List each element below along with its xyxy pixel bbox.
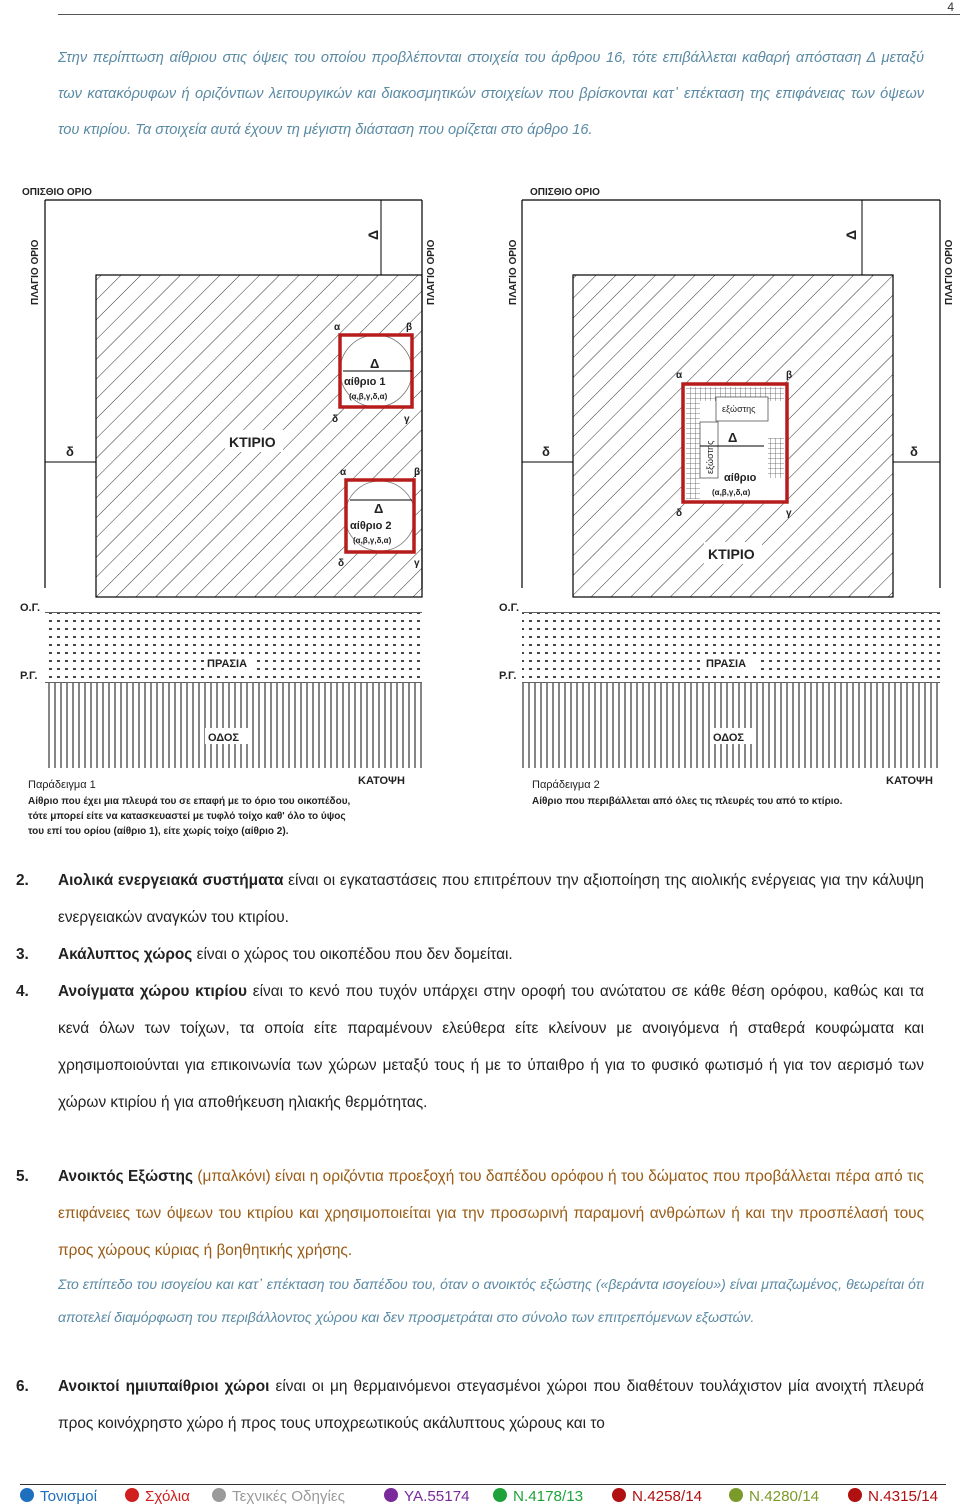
footer-link-comments[interactable]: Σχόλια [125, 1488, 190, 1505]
svg-text:ΟΔΟΣ: ΟΔΟΣ [208, 732, 240, 744]
definition-item-4: 4. Ανοίγματα χώρου κτιρίου είναι το κενό που τυχόν υπάρχει στην οροφή του ανώτατου σε κάθε θέση ορόφου, καθώς και τα κενά όλων των τοίχων, τα οποία είτε παραμένουν ελεύθερα είτε κλείνουν με ανοιγόμενα ή σταθερά κουφώματα και χρησιμοποιούνται για επικοινωνία των χώρων μεταξύ τους ή με το ύπαιθρο ή για το φυσικό φωτισμό ή για τον αερισμό των χώρων κτιρίου ή για αποθήκευση ηλιακής θερμότητας. [16, 983, 924, 1111]
circle-icon [212, 1488, 226, 1502]
svg-text:Ο.Γ.: Ο.Γ. [499, 602, 520, 614]
svg-text:ΠΡΑΣΙΑ: ΠΡΑΣΙΑ [706, 658, 747, 670]
svg-text:δ: δ [338, 558, 345, 569]
svg-text:Ρ.Γ.: Ρ.Γ. [499, 670, 517, 682]
svg-text:ΠΛΑΓΙΟ ΟΡΙΟ: ΠΛΑΓΙΟ ΟΡΙΟ [944, 239, 955, 305]
svg-text:Αίθριο που περιβάλλεται από όλ: Αίθριο που περιβάλλεται από όλες τις πλευρές του από το κτίριο. [532, 796, 843, 807]
footer-link-ya55174[interactable]: ΥΑ.55174 [384, 1488, 470, 1505]
building-label: ΚΤΙΡΙΟ [229, 434, 276, 450]
svg-text:Αίθριο που έχει μια πλευρά του: Αίθριο που έχει μια πλευρά του σε επαφή με το όριο του οικοπέδου, [28, 796, 351, 807]
intro-paragraph: Στην περίπτωση αίθριου στις όψεις του οποίου προβλέπονται στοιχεία του άρθρου 16, τότε επιβάλλεται καθαρή απόσταση Δ μεταξύ των κατακόρυφων ή οριζόντιων λειτουργικών και διακοσμητικών στοιχείων που βρίσκονται κατ᾽ επέκταση της επιφάνειας των όψεων του κτιρίου. Τα στοιχεία αυτά έχουν τη μέγιστη διάσταση που ορίζεται στο άρθρο 16. [58, 50, 924, 138]
footer-link-n4178[interactable]: Ν.4178/13 [493, 1488, 583, 1505]
footer-link-technical-guidelines[interactable]: Τεχνικές Οδηγίες [212, 1488, 345, 1505]
circle-icon [125, 1488, 139, 1502]
svg-text:αίθριο: αίθριο [724, 472, 757, 484]
definition-item-5: 5. Ανοικτός Εξώστης (μπαλκόνι) είναι η οριζόντια προεξοχή του δαπέδου ορόφου ή του δώματος που προβάλλεται πέρα από τις επιφάνειες των όψεων του κτιρίου και χρησιμοποιείται για την προσωρινή παραμονή ανθρώπων ή και την προσπέλασή τους προς χώρους κύριας ή βοηθητικής χρήσης. [16, 1168, 924, 1259]
definition-item-6: 6. Ανοικτοί ημιυπαίθριοι χώροι είναι οι μη θερμαινόμενοι στεγασμένοι χώροι που διαθέτουν τουλάχιστον μία ανοιχτή πλευρά προς κοινόχρηστο χώρο ή προς τους υποχρεωτικούς ακάλυπτους χώρους και το [16, 1378, 924, 1432]
definition-item-2: 2. Αιολικά ενεργειακά συστήματα είναι οι εγκαταστάσεις που επιτρέπουν την αξιοποίηση της αιολικής ενέργειας για την κάλυψη ενεργειακών αναγκών του κτιρίου. [16, 872, 924, 926]
road-area [45, 683, 422, 768]
term: Ανοίγματα χώρου κτιρίου [58, 983, 247, 1000]
svg-text:Ρ.Γ.: Ρ.Γ. [20, 670, 38, 682]
page-number: 4 [947, 0, 954, 14]
svg-text:Παράδειγμα 1: Παράδειγμα 1 [28, 779, 96, 791]
example2-plan [499, 187, 955, 807]
svg-text:α: α [676, 370, 683, 381]
rear-distance-label: Δ [365, 229, 381, 240]
svg-text:(α,β,γ,δ,α): (α,β,γ,δ,α) [349, 392, 388, 401]
svg-text:Δ: Δ [370, 356, 380, 371]
svg-text:γ: γ [404, 414, 410, 425]
side-boundary-label-right: ΠΛΑΓΙΟ ΟΡΙΟ [426, 239, 437, 305]
footer-link-n4280[interactable]: Ν.4280/14 [729, 1488, 819, 1505]
circle-icon [384, 1488, 398, 1502]
circle-icon [612, 1488, 626, 1502]
svg-text:αίθριο 2: αίθριο 2 [350, 520, 392, 532]
svg-text:του επί του ορίου (αίθριο 1),: του επί του ορίου (αίθριο 1), είτε χωρίς τοίχο (αίθριο 2). [28, 826, 289, 837]
svg-text:ΟΔΟΣ: ΟΔΟΣ [713, 732, 745, 744]
svg-text:γ: γ [414, 558, 420, 569]
circle-icon [493, 1488, 507, 1502]
svg-text:β: β [406, 322, 413, 333]
svg-text:εξώστης: εξώστης [722, 404, 756, 414]
svg-text:α: α [334, 322, 341, 333]
footer-legend [0, 1480, 960, 1510]
rear-boundary-label: ΟΠΙΣΘΙΟ ΟΡΙΟ [22, 187, 92, 198]
svg-text:τότε μπορεί είτε να κατασκευασ: τότε μπορεί είτε να κατασκευαστεί με τυφλό τοίχο καθ' όλο το ύψος [28, 811, 346, 822]
svg-text:Παράδειγμα 2: Παράδειγμα 2 [532, 779, 600, 791]
svg-text:ΚΑΤΟΨΗ: ΚΑΤΟΨΗ [358, 775, 405, 787]
example1-plan [20, 187, 437, 837]
svg-text:ΚΤΙΡΙΟ: ΚΤΙΡΙΟ [708, 546, 755, 562]
term: Αιολικά ενεργειακά συστήματα [58, 872, 284, 889]
svg-text:ΠΛΑΓΙΟ ΟΡΙΟ: ΠΛΑΓΙΟ ΟΡΙΟ [508, 239, 519, 305]
svg-text:δ: δ [542, 444, 550, 459]
svg-text:δ: δ [332, 414, 339, 425]
circle-icon [20, 1488, 34, 1502]
header-rule [58, 14, 960, 15]
svg-text:(α,β,γ,δ,α): (α,β,γ,δ,α) [712, 488, 751, 497]
footer-link-n4258[interactable]: Ν.4258/14 [612, 1488, 702, 1505]
svg-text:ΠΡΑΣΙΑ: ΠΡΑΣΙΑ [207, 658, 248, 670]
svg-text:εξώστης: εξώστης [705, 440, 715, 474]
svg-text:αίθριο 1: αίθριο 1 [344, 376, 386, 388]
circle-icon [729, 1488, 743, 1502]
definition-item-3: 3. Ακάλυπτος χώρος είναι ο χώρος του οικοπέδου που δεν δομείται. [16, 946, 513, 963]
svg-text:(α,β,γ,δ,α): (α,β,γ,δ,α) [353, 536, 392, 545]
term: Ανοικτοί ημιυπαίθριοι χώροι [58, 1378, 270, 1395]
footer-link-highlights[interactable]: Τονισμοί [20, 1488, 97, 1505]
svg-text:Ο.Γ.: Ο.Γ. [20, 602, 41, 614]
svg-text:β: β [414, 467, 421, 478]
svg-text:δ: δ [910, 444, 918, 459]
svg-text:ΟΠΙΣΘΙΟ ΟΡΙΟ: ΟΠΙΣΘΙΟ ΟΡΙΟ [530, 187, 600, 198]
svg-text:Δ: Δ [728, 430, 738, 445]
sidewalk-area [45, 613, 422, 683]
svg-text:Δ: Δ [374, 501, 384, 516]
svg-text:β: β [786, 370, 793, 381]
svg-text:Δ: Δ [843, 229, 859, 240]
side-distance-label: δ [66, 444, 74, 459]
svg-text:δ: δ [676, 508, 683, 519]
svg-text:α: α [340, 467, 347, 478]
side-boundary-label-left: ΠΛΑΓΙΟ ΟΡΙΟ [30, 239, 41, 305]
atrium-plan-figure [0, 178, 960, 848]
term: Ανοικτός Εξώστης [58, 1168, 193, 1185]
circle-icon [848, 1488, 862, 1502]
footer-link-n4315[interactable]: Ν.4315/14 [848, 1488, 938, 1505]
svg-text:γ: γ [786, 508, 792, 519]
balcony-note: Στο επίπεδο του ισογείου και κατ᾽ επέκταση του δαπέδου του, όταν ο ανοικτός εξώστης («βεράντα ισογείου») είναι μπαζωμένος, θεωρείται ότι αποτελεί διαμόρφωση του περιβάλλοντος χώρου και δεν προσμετράται στο σύνολο των επιτρεπόμενων εξωστών. [58, 1276, 924, 1325]
term: Ακάλυπτος χώρος [58, 946, 193, 963]
svg-text:ΚΑΤΟΨΗ: ΚΑΤΟΨΗ [886, 775, 933, 787]
